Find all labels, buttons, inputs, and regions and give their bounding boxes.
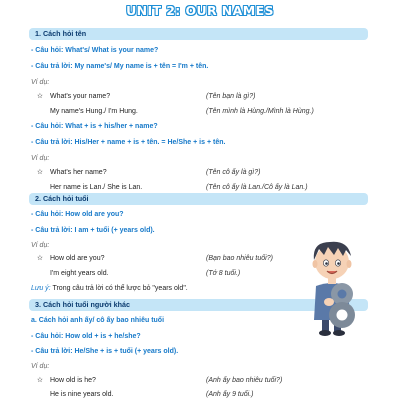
star-icon: ✫ (37, 93, 43, 100)
example-translation: (Tên bạn là gì?) (206, 93, 256, 100)
example-label: Ví dụ: (31, 155, 50, 162)
example-answer: My name's Hung./ I'm Hung. (50, 108, 138, 115)
example-answer: He is nine years old. (50, 391, 114, 398)
example-translation: (Anh ấy bao nhiêu tuổi?) (206, 377, 283, 384)
boy-illustration (296, 236, 368, 336)
question-line: - Câu hỏi: What's/ What is your name? (31, 47, 159, 54)
page-title: UNIT 2: OUR NAMES (126, 3, 274, 18)
section-title: 2. Cách hỏi tuổi (35, 194, 89, 203)
answer-line: - Câu trả lời: He/She + is + tuổi (+ years old). (31, 348, 179, 355)
answer-line: - Câu trả lời: His/Her + name + is + tên. = He/She + is + tên. (31, 139, 226, 146)
example-label: Ví dụ: (31, 242, 50, 249)
section-header-2 (29, 193, 368, 205)
example-question: How old is he? (50, 377, 96, 384)
question-line: - Câu hỏi: What + is + his/her + name? (31, 123, 158, 130)
example-question: How old are you? (50, 255, 105, 262)
question-line: - Câu hỏi: How old are you? (31, 211, 124, 218)
section-title: 1. Cách hỏi tên (35, 29, 87, 38)
star-icon: ✫ (37, 169, 43, 176)
section-title: 3. Cách hỏi tuổi người khác (35, 300, 130, 309)
answer-line: - Câu trả lời: My name's/ My name is + tên = I'm + tên. (31, 63, 209, 70)
example-translation: (Anh ấy 9 tuổi.) (206, 391, 254, 398)
example-answer: Her name is Lan./ She is Lan. (50, 184, 143, 191)
example-question: What's your name? (50, 93, 111, 100)
example-label: Ví dụ: (31, 363, 50, 370)
example-translation: (Tớ 8 tuổi.) (206, 270, 241, 277)
star-icon: ✫ (37, 255, 43, 262)
note-label: Lưu ý: (31, 285, 51, 292)
section-header-1 (29, 28, 368, 40)
example-label: Ví dụ: (31, 79, 50, 86)
example-question: What's her name? (50, 169, 107, 176)
question-line: - Câu hỏi: How old + is + he/she? (31, 333, 141, 340)
subheading: a. Cách hỏi anh ấy/ cô ấy bao nhiêu tuổi (31, 317, 165, 324)
note-line (31, 284, 188, 293)
note-text: Trong câu trả lời có thể lược bỏ "years old". (52, 285, 188, 292)
example-translation: (Tên cô ấy là gì?) (206, 169, 261, 176)
example-translation: (Tên cô ấy là Lan./Cô ấy là Lan.) (206, 184, 308, 191)
example-answer: I'm eight years old. (50, 270, 109, 277)
example-translation: (Bạn bao nhiêu tuổi?) (206, 255, 273, 262)
example-translation: (Tên mình là Hùng./Mình là Hùng.) (206, 108, 314, 115)
answer-line: - Câu trả lời: I am + tuổi (+ years old). (31, 227, 155, 234)
star-icon: ✫ (37, 377, 43, 384)
